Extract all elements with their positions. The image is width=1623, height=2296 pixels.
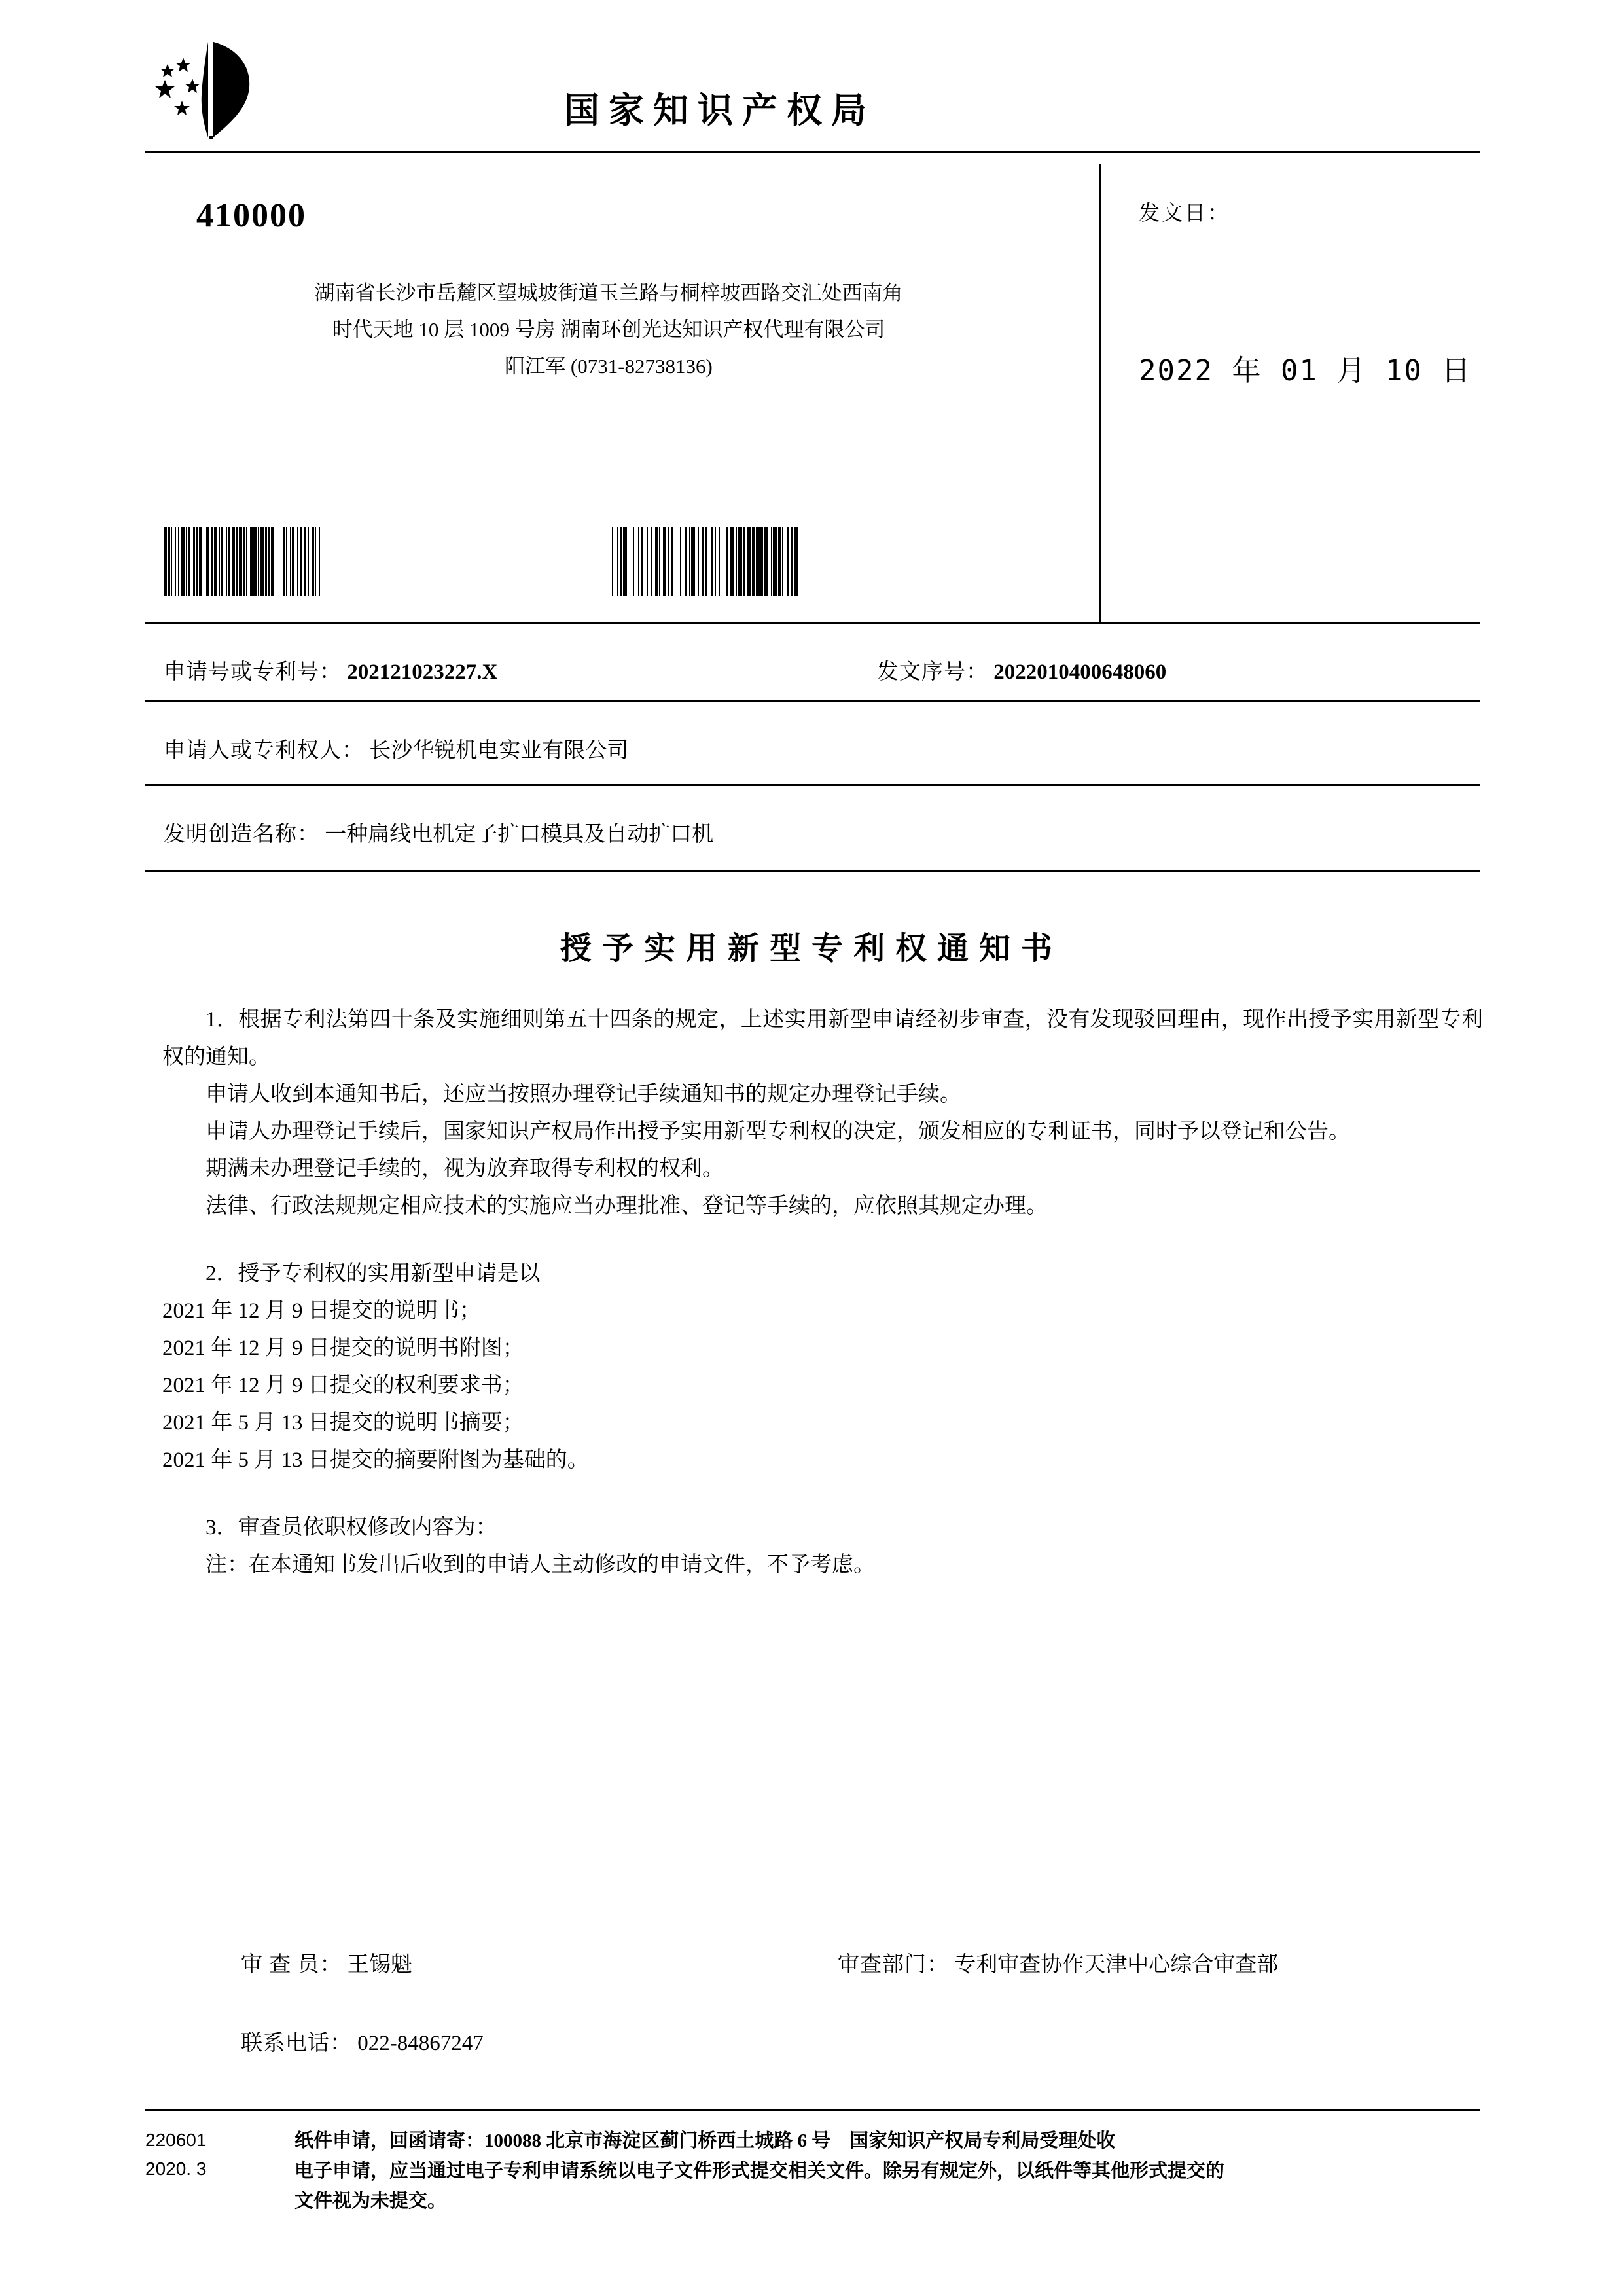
- document-header: [145, 26, 1480, 148]
- divider-header: [145, 151, 1480, 153]
- footer-form-version: 2020. 3: [145, 2159, 207, 2179]
- basis-doc-5: 2021 年 5 月 13 日提交的摘要附图为基础的。: [162, 1448, 589, 1472]
- department-label: 审查部门：: [838, 1953, 949, 1977]
- paragraph-6: 2．授予专利权的实用新型申请是以: [205, 1262, 541, 1285]
- basis-doc-1: 2021 年 12 月 9 日提交的说明书；: [162, 1299, 481, 1323]
- sipo-emblem-icon: [145, 38, 276, 143]
- paragraph-7: 3．审查员依职权修改内容为：: [205, 1516, 497, 1539]
- address-line-2: 时代天地 10 层 1009 号房 湖南环创光达知识产权代理有限公司: [332, 318, 885, 341]
- dispatch-date-label: 发文日：: [1139, 201, 1231, 224]
- department-value: 专利审查协作天津中心综合审查部: [954, 1953, 1279, 1977]
- divider-field-1: [145, 700, 1480, 702]
- spacer-2: [162, 1479, 1483, 1509]
- barcode-application: [164, 527, 530, 596]
- examiner-value: 王锡魁: [347, 1953, 412, 1977]
- footer-form-code: 220601: [145, 2130, 207, 2150]
- paragraph-note: 注：在本通知书发出后收到的申请人主动修改的申请文件，不予考虑。: [205, 1553, 875, 1577]
- paragraph-3: 申请人办理登记手续后，国家知识产权局作出授予实用新型专利权的决定，颁发相应的专利证书，同时予以登记和公告。: [205, 1120, 1350, 1143]
- footer-line-1: 纸件申请，回函请寄：100088 北京市海淀区蓟门桥西土城路 6 号 国家知识产权局专利局受理处收: [294, 2130, 1116, 2151]
- contact-phone-value: 022-84867247: [357, 2032, 484, 2055]
- divider-footer: [145, 2109, 1480, 2111]
- basis-doc-3: 2021 年 12 月 9 日提交的权利要求书；: [162, 1374, 524, 1397]
- sequence-number-label: 发文序号：: [877, 660, 988, 684]
- paragraph-4: 期满未办理登记手续的，视为放弃取得专利权的权利。: [205, 1157, 724, 1181]
- recipient-address: [157, 275, 1060, 385]
- field-invention-title: [164, 817, 713, 848]
- basis-doc-4: 2021 年 5 月 13 日提交的说明书摘要；: [162, 1411, 524, 1435]
- examiner-field: [241, 1947, 412, 1978]
- application-number-value: 202121023227.X: [347, 660, 498, 684]
- contact-phone-label: 联系电话：: [241, 2032, 352, 2055]
- department-field: [838, 1947, 1278, 1978]
- paragraph-5: 法律、行政法规规定相应技术的实施应当办理批准、登记等手续的，应依照其规定办理。: [205, 1194, 1048, 1218]
- applicant-value: 长沙华锐机电实业有限公司: [369, 739, 629, 762]
- application-number-label: 申请号或专利号：: [164, 660, 342, 684]
- sequence-number-value: 2022010400648060: [993, 660, 1167, 684]
- divider-field-2: [145, 784, 1480, 786]
- field-application-number: [164, 655, 497, 685]
- dispatch-date-value: 2022 年 01 月 10 日: [1139, 354, 1472, 387]
- contact-phone-field: [241, 2026, 484, 2056]
- paragraph-2: 申请人收到本通知书后，还应当按照办理登记手续通知书的规定办理登记手续。: [205, 1083, 961, 1106]
- document-title: 授予实用新型专利权通知书: [560, 931, 1063, 966]
- divider-field-3: [145, 870, 1480, 872]
- address-line-1: 湖南省长沙市岳麓区望城坡街道玉兰路与桐梓坡西路交汇处西南角: [314, 281, 903, 304]
- footer-line-2: 电子申请，应当通过电子专利申请系统以电子文件形式提交相关文件。除另有规定外，以纸件等其他形式提交的: [294, 2161, 1225, 2181]
- document-body: [162, 1001, 1483, 1584]
- barcode-sequence: [612, 527, 1044, 596]
- footer-instructions: [294, 2126, 1480, 2216]
- basis-doc-2: 2021 年 12 月 9 日提交的说明书附图；: [162, 1336, 524, 1360]
- invention-title-label: 发明创造名称：: [164, 823, 319, 846]
- divider-barcode: [145, 622, 1480, 624]
- spacer-1: [162, 1225, 1483, 1255]
- footer-line-3: 文件视为未提交。: [294, 2191, 447, 2212]
- applicant-label: 申请人或专利权人：: [164, 739, 364, 762]
- paragraph-1: 1．根据专利法第四十条及实施细则第五十四条的规定，上述实用新型申请经初步审查，没有发现驳回理由，现作出授予实用新型专利权的通知。: [162, 1008, 1483, 1069]
- page-title: 国家知识产权局: [564, 91, 876, 130]
- examiner-label: 审 查 员：: [241, 1953, 342, 1977]
- field-applicant: [164, 733, 628, 764]
- divider-vertical: [1099, 164, 1101, 622]
- recipient-postcode: 410000: [196, 197, 306, 234]
- invention-title-value: 一种扁线电机定子扩口模具及自动扩口机: [325, 823, 714, 846]
- footer-form-codes: [145, 2126, 206, 2183]
- field-sequence-number: [877, 655, 1166, 685]
- address-line-3: 阳江军 (0731-82738136): [505, 355, 713, 378]
